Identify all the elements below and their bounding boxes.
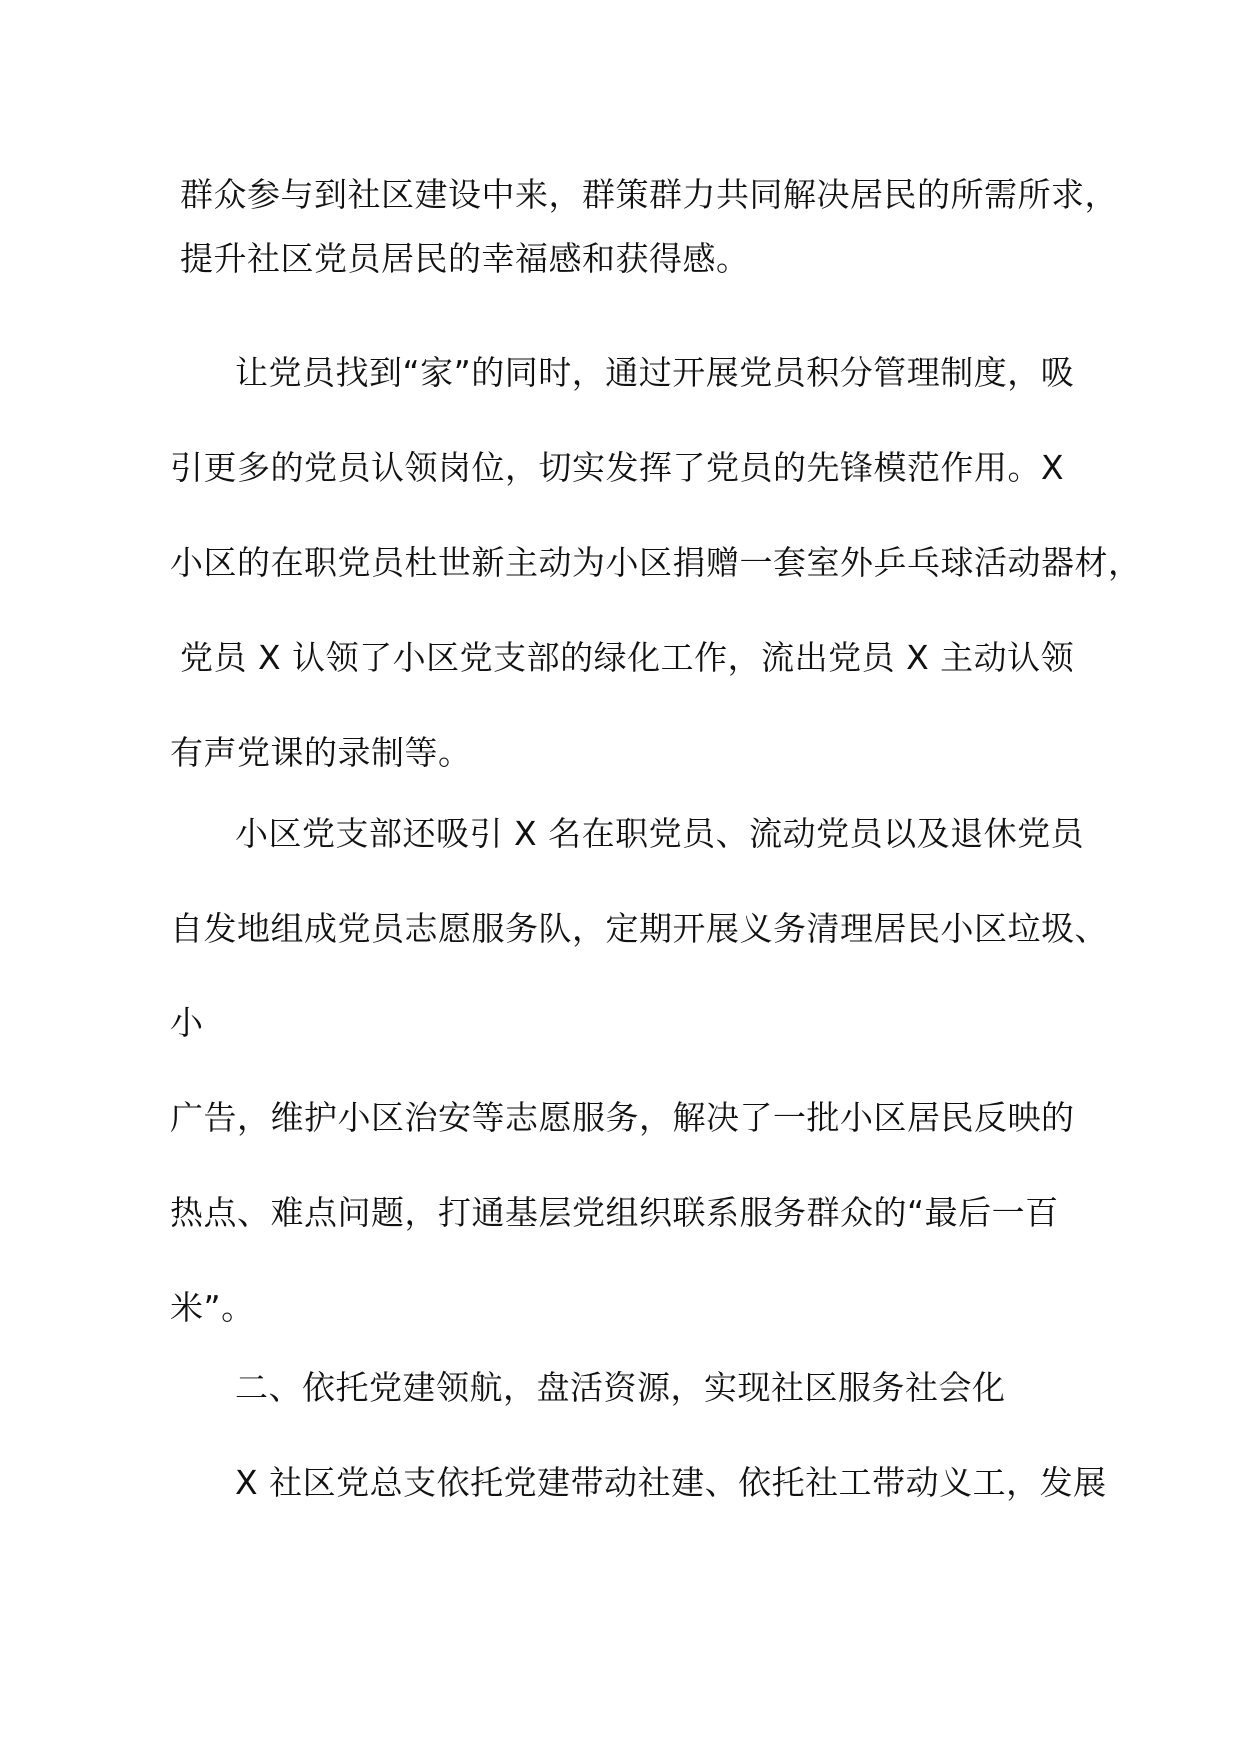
paragraph-start-line: 小区党支部还吸引 X 名在职党员、流动党员以及退休党员 — [235, 814, 1085, 853]
text-line: 提升社区党员居民的幸福感和获得感。 — [180, 239, 750, 278]
text-line: 群众参与到社区建设中来，群策群力共同解决居民的所需所求， — [180, 175, 1118, 214]
section-heading: 二、依托党建领航，盘活资源，实现社区服务社会化 — [235, 1368, 1006, 1407]
text-line: 有声党课的录制等。 — [170, 733, 472, 772]
paragraph-start-line: X 社区党总支依托党建带动社建、依托社工带动义工，发展 — [235, 1463, 1107, 1502]
text-line: 自发地组成党员志愿服务队，定期开展义务清理居民小区垃圾、 — [170, 909, 1108, 948]
paragraph-start-line: 让党员找到“家”的同时，通过开展党员积分管理制度，吸 — [235, 353, 1075, 392]
text-line: 小区的在职党员杜世新主动为小区捐赠一套室外乒乓球活动器材， — [170, 543, 1142, 582]
text-line: 广告，维护小区治安等志愿服务，解决了一批小区居民反映的 — [170, 1098, 1075, 1137]
text-line: 党员 X 认领了小区党支部的绿化工作，流出党员 X 主动认领 — [180, 638, 1075, 677]
text-line: 引更多的党员认领岗位，切实发挥了党员的先锋模范作用。X — [170, 448, 1065, 487]
text-line: 小 — [170, 1003, 204, 1042]
text-line: 米”。 — [170, 1288, 255, 1327]
text-line: 热点、难点问题，打通基层党组织联系服务群众的“最后一百 — [170, 1193, 1059, 1232]
